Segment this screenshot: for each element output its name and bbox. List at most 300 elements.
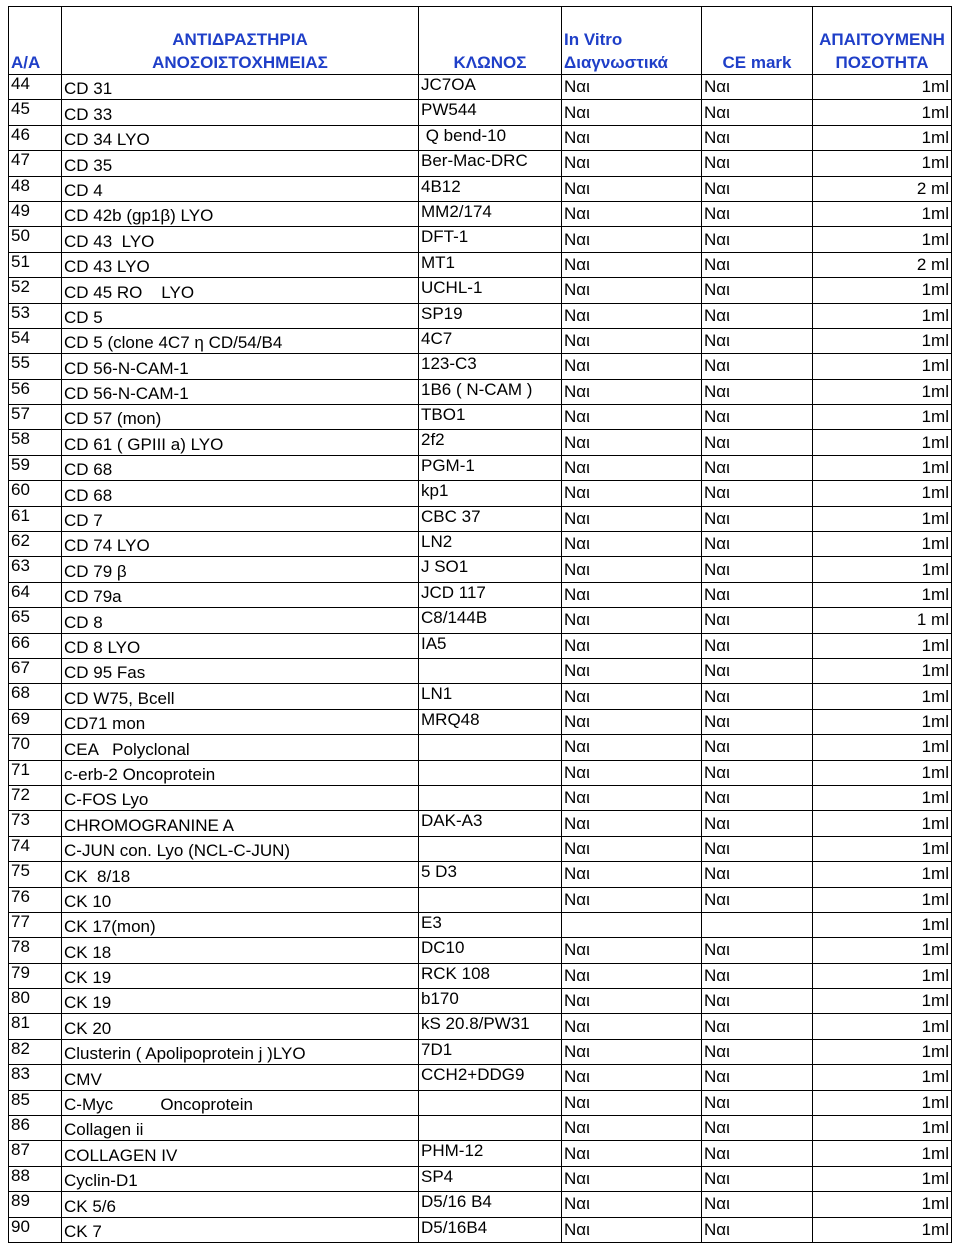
cell-index: 45 (9, 100, 62, 125)
cell-quantity: 1ml (813, 633, 952, 658)
cell-index: 87 (9, 1141, 62, 1166)
cell-reagent-name: CD 35 (62, 151, 419, 176)
cell-index: 56 (9, 379, 62, 404)
cell-reagent-name: CK 19 (62, 963, 419, 988)
cell-clone: J SO1 (419, 557, 562, 582)
cell-clone: Q bend-10 (419, 125, 562, 150)
cell-quantity: 1ml (813, 1014, 952, 1039)
table-row (9, 557, 952, 582)
cell-ce-mark: Ναι (702, 252, 813, 277)
cell-quantity: 1ml (813, 557, 952, 582)
cell-index: 66 (9, 633, 62, 658)
table-row (9, 785, 952, 810)
cell-ce-mark: Ναι (702, 75, 813, 100)
cell-clone: kS 20.8/PW31 (419, 1014, 562, 1039)
cell-clone: DFT-1 (419, 227, 562, 252)
table-row (9, 658, 952, 683)
table-row (9, 836, 952, 861)
cell-in-vitro: Ναι (562, 278, 702, 303)
table-row (9, 735, 952, 760)
cell-clone: SP19 (419, 303, 562, 328)
cell-ce-mark: Ναι (702, 862, 813, 887)
cell-index: 75 (9, 862, 62, 887)
cell-index: 60 (9, 481, 62, 506)
cell-clone: kp1 (419, 481, 562, 506)
cell-in-vitro: Ναι (562, 227, 702, 252)
cell-reagent-name: CK 20 (62, 1014, 419, 1039)
cell-clone (419, 785, 562, 810)
cell-quantity: 1ml (813, 1217, 952, 1242)
cell-clone: RCK 108 (419, 963, 562, 988)
header-index (9, 7, 62, 75)
cell-ce-mark: Ναι (702, 1039, 813, 1064)
cell-in-vitro: Ναι (562, 201, 702, 226)
header-ivd (562, 7, 702, 75)
cell-reagent-name: CD 43 LYO (62, 227, 419, 252)
cell-reagent-name: CD 43 LYO (62, 252, 419, 277)
cell-clone: 7D1 (419, 1039, 562, 1064)
cell-ce-mark: Ναι (702, 1014, 813, 1039)
cell-in-vitro: Ναι (562, 100, 702, 125)
cell-quantity: 1ml (813, 582, 952, 607)
cell-quantity: 1ml (813, 506, 952, 531)
cell-reagent-name: Cyclin-D1 (62, 1166, 419, 1191)
cell-reagent-name: CD71 mon (62, 709, 419, 734)
table-row (9, 151, 952, 176)
cell-reagent-name: CK 19 (62, 989, 419, 1014)
table-row (9, 278, 952, 303)
cell-in-vitro: Ναι (562, 658, 702, 683)
table-row (9, 1192, 952, 1217)
cell-ce-mark: Ναι (702, 658, 813, 683)
table-row (9, 709, 952, 734)
cell-quantity: 1ml (813, 1090, 952, 1115)
cell-in-vitro: Ναι (562, 1014, 702, 1039)
cell-reagent-name: C-FOS Lyo (62, 785, 419, 810)
reagents-table (8, 6, 952, 1243)
cell-ce-mark: Ναι (702, 1065, 813, 1090)
cell-quantity: 1ml (813, 938, 952, 963)
cell-in-vitro: Ναι (562, 709, 702, 734)
cell-index: 59 (9, 455, 62, 480)
cell-clone: JCD 117 (419, 582, 562, 607)
cell-index: 70 (9, 735, 62, 760)
table-row (9, 75, 952, 100)
cell-reagent-name: CK 8/18 (62, 862, 419, 887)
cell-in-vitro: Ναι (562, 633, 702, 658)
cell-index: 85 (9, 1090, 62, 1115)
cell-reagent-name: CD 61 ( GPIII a) LYO (62, 430, 419, 455)
cell-reagent-name: CK 17(mon) (62, 912, 419, 937)
cell-clone (419, 658, 562, 683)
cell-reagent-name: CD 7 (62, 506, 419, 531)
cell-clone: DAK-A3 (419, 811, 562, 836)
cell-index: 79 (9, 963, 62, 988)
table-row (9, 481, 952, 506)
cell-reagent-name: CD 42b (gp1β) LYO (62, 201, 419, 226)
cell-ce-mark: Ναι (702, 684, 813, 709)
cell-ce-mark: Ναι (702, 100, 813, 125)
table-row (9, 989, 952, 1014)
table-row (9, 912, 952, 937)
cell-ce-mark: Ναι (702, 989, 813, 1014)
cell-ce-mark: Ναι (702, 836, 813, 861)
cell-in-vitro: Ναι (562, 481, 702, 506)
cell-index: 88 (9, 1166, 62, 1191)
cell-reagent-name: CK 18 (62, 938, 419, 963)
cell-clone: D5/16 B4 (419, 1192, 562, 1217)
cell-index: 69 (9, 709, 62, 734)
cell-quantity: 1ml (813, 912, 952, 937)
cell-index: 53 (9, 303, 62, 328)
cell-clone: MRQ48 (419, 709, 562, 734)
table-row (9, 963, 952, 988)
cell-ce-mark: Ναι (702, 532, 813, 557)
header-qty-line1: ΑΠΑΙΤΟΥΜΕΝΗ (819, 30, 945, 49)
cell-reagent-name: CEA Polyclonal (62, 735, 419, 760)
cell-ce-mark: Ναι (702, 760, 813, 785)
cell-in-vitro: Ναι (562, 75, 702, 100)
cell-clone: MT1 (419, 252, 562, 277)
cell-clone: SP4 (419, 1166, 562, 1191)
table-row (9, 405, 952, 430)
cell-reagent-name: CD 8 (62, 608, 419, 633)
cell-clone: C8/144B (419, 608, 562, 633)
cell-clone: PGM-1 (419, 455, 562, 480)
cell-in-vitro: Ναι (562, 836, 702, 861)
table-row (9, 532, 952, 557)
cell-reagent-name: CD W75, Bcell (62, 684, 419, 709)
cell-quantity: 1ml (813, 735, 952, 760)
cell-clone: MM2/174 (419, 201, 562, 226)
cell-index: 47 (9, 151, 62, 176)
table-row (9, 760, 952, 785)
cell-quantity: 1ml (813, 887, 952, 912)
header-index-label: Α/Α (11, 53, 41, 72)
cell-in-vitro: Ναι (562, 1116, 702, 1141)
cell-in-vitro (562, 912, 702, 937)
cell-quantity: 1ml (813, 989, 952, 1014)
cell-ce-mark: Ναι (702, 1192, 813, 1217)
table-row (9, 100, 952, 125)
cell-in-vitro: Ναι (562, 532, 702, 557)
header-quantity (813, 7, 952, 75)
cell-index: 65 (9, 608, 62, 633)
cell-reagent-name: CMV (62, 1065, 419, 1090)
header-ce-label: CE mark (722, 53, 792, 72)
cell-reagent-name: CD 56-N-CAM-1 (62, 354, 419, 379)
cell-in-vitro: Ναι (562, 1039, 702, 1064)
cell-clone: PW544 (419, 100, 562, 125)
cell-ce-mark: Ναι (702, 506, 813, 531)
cell-quantity: 1ml (813, 862, 952, 887)
cell-quantity: 1ml (813, 455, 952, 480)
header-reagent (62, 7, 419, 75)
cell-in-vitro: Ναι (562, 785, 702, 810)
cell-reagent-name: CD 5 (62, 303, 419, 328)
cell-index: 82 (9, 1039, 62, 1064)
cell-reagent-name: CD 68 (62, 481, 419, 506)
cell-clone (419, 1090, 562, 1115)
cell-quantity: 1ml (813, 811, 952, 836)
cell-clone (419, 1116, 562, 1141)
table-row (9, 201, 952, 226)
table-body (9, 75, 952, 1243)
cell-quantity: 2 ml (813, 176, 952, 201)
cell-clone: 4C7 (419, 328, 562, 353)
cell-quantity: 1ml (813, 151, 952, 176)
cell-quantity: 2 ml (813, 252, 952, 277)
cell-in-vitro: Ναι (562, 125, 702, 150)
cell-reagent-name: CD 95 Fas (62, 658, 419, 683)
table-row (9, 176, 952, 201)
cell-clone: TBO1 (419, 405, 562, 430)
cell-in-vitro: Ναι (562, 328, 702, 353)
cell-clone: PHM-12 (419, 1141, 562, 1166)
table-row (9, 862, 952, 887)
cell-index: 78 (9, 938, 62, 963)
cell-in-vitro: Ναι (562, 1166, 702, 1191)
cell-index: 68 (9, 684, 62, 709)
cell-reagent-name: CD 56-N-CAM-1 (62, 379, 419, 404)
cell-quantity: 1ml (813, 481, 952, 506)
cell-clone: Ber-Mac-DRC (419, 151, 562, 176)
cell-ce-mark: Ναι (702, 1090, 813, 1115)
cell-reagent-name: CD 79 β (62, 557, 419, 582)
cell-quantity: 1ml (813, 379, 952, 404)
cell-ce-mark (702, 912, 813, 937)
cell-ce-mark: Ναι (702, 887, 813, 912)
table-row (9, 811, 952, 836)
cell-in-vitro: Ναι (562, 1192, 702, 1217)
cell-in-vitro: Ναι (562, 1217, 702, 1242)
cell-ce-mark: Ναι (702, 1166, 813, 1191)
table-row (9, 354, 952, 379)
cell-in-vitro: Ναι (562, 506, 702, 531)
cell-in-vitro: Ναι (562, 354, 702, 379)
cell-reagent-name: CD 31 (62, 75, 419, 100)
cell-in-vitro: Ναι (562, 608, 702, 633)
cell-in-vitro: Ναι (562, 303, 702, 328)
cell-reagent-name: CD 74 LYO (62, 532, 419, 557)
cell-in-vitro: Ναι (562, 735, 702, 760)
cell-index: 57 (9, 405, 62, 430)
cell-quantity: 1ml (813, 303, 952, 328)
cell-index: 73 (9, 811, 62, 836)
cell-quantity: 1ml (813, 201, 952, 226)
header-qty-line2: ΠΟΣΟΤΗΤΑ (835, 53, 929, 72)
cell-reagent-name: Clusterin ( Apolipoprotein j )LYO (62, 1039, 419, 1064)
cell-clone: 2f2 (419, 430, 562, 455)
cell-reagent-name: CHROMOGRANINE A (62, 811, 419, 836)
cell-ce-mark: Ναι (702, 125, 813, 150)
cell-reagent-name: c-erb-2 Oncoprotein (62, 760, 419, 785)
cell-clone: b170 (419, 989, 562, 1014)
table-row (9, 1166, 952, 1191)
cell-index: 72 (9, 785, 62, 810)
cell-clone: LN1 (419, 684, 562, 709)
cell-reagent-name: CD 4 (62, 176, 419, 201)
table-row (9, 887, 952, 912)
cell-reagent-name: CD 57 (mon) (62, 405, 419, 430)
cell-index: 52 (9, 278, 62, 303)
cell-ce-mark: Ναι (702, 785, 813, 810)
cell-clone: IA5 (419, 633, 562, 658)
cell-index: 58 (9, 430, 62, 455)
cell-ce-mark: Ναι (702, 455, 813, 480)
table-row (9, 1116, 952, 1141)
table-row (9, 303, 952, 328)
cell-index: 74 (9, 836, 62, 861)
cell-index: 61 (9, 506, 62, 531)
table-row (9, 1014, 952, 1039)
table-row (9, 328, 952, 353)
cell-in-vitro: Ναι (562, 811, 702, 836)
cell-ce-mark: Ναι (702, 481, 813, 506)
cell-ce-mark: Ναι (702, 938, 813, 963)
cell-reagent-name: CD 45 RO LYO (62, 278, 419, 303)
cell-quantity: 1ml (813, 227, 952, 252)
cell-clone: 4B12 (419, 176, 562, 201)
cell-index: 44 (9, 75, 62, 100)
cell-index: 62 (9, 532, 62, 557)
cell-index: 54 (9, 328, 62, 353)
cell-clone (419, 760, 562, 785)
cell-clone: 123-C3 (419, 354, 562, 379)
cell-quantity: 1ml (813, 532, 952, 557)
cell-clone (419, 836, 562, 861)
cell-reagent-name: C-JUN con. Lyo (NCL-C-JUN) (62, 836, 419, 861)
table-row (9, 252, 952, 277)
table-row (9, 1141, 952, 1166)
cell-clone: 1B6 ( N-CAM ) (419, 379, 562, 404)
cell-index: 77 (9, 912, 62, 937)
table-row (9, 227, 952, 252)
cell-ce-mark: Ναι (702, 379, 813, 404)
cell-in-vitro: Ναι (562, 1090, 702, 1115)
cell-index: 63 (9, 557, 62, 582)
cell-in-vitro: Ναι (562, 963, 702, 988)
cell-in-vitro: Ναι (562, 405, 702, 430)
cell-quantity: 1ml (813, 405, 952, 430)
header-clone-label: ΚΛΩΝΟΣ (453, 53, 527, 72)
cell-reagent-name: CD 68 (62, 455, 419, 480)
cell-reagent-name: CD 5 (clone 4C7 η CD/54/B4 (62, 328, 419, 353)
cell-ce-mark: Ναι (702, 1116, 813, 1141)
cell-ce-mark: Ναι (702, 963, 813, 988)
cell-quantity: 1ml (813, 125, 952, 150)
cell-reagent-name: CK 5/6 (62, 1192, 419, 1217)
table-row (9, 1065, 952, 1090)
cell-ce-mark: Ναι (702, 811, 813, 836)
cell-ce-mark: Ναι (702, 709, 813, 734)
cell-index: 48 (9, 176, 62, 201)
table-row (9, 633, 952, 658)
cell-ce-mark: Ναι (702, 557, 813, 582)
cell-quantity: 1ml (813, 1141, 952, 1166)
cell-in-vitro: Ναι (562, 557, 702, 582)
cell-index: 71 (9, 760, 62, 785)
cell-clone: 5 D3 (419, 862, 562, 887)
cell-reagent-name: COLLAGEN IV (62, 1141, 419, 1166)
cell-reagent-name: CD 33 (62, 100, 419, 125)
cell-ce-mark: Ναι (702, 328, 813, 353)
cell-index: 67 (9, 658, 62, 683)
cell-clone: DC10 (419, 938, 562, 963)
cell-index: 86 (9, 1116, 62, 1141)
cell-reagent-name: CK 10 (62, 887, 419, 912)
cell-reagent-name: CK 7 (62, 1217, 419, 1242)
header-reagent-line2: ΑΝΟΣΟΙΣΤΟΧΗΜΕΙΑΣ (152, 53, 328, 72)
header-ivd-line2: Διαγνωστικά (564, 53, 668, 72)
cell-in-vitro: Ναι (562, 455, 702, 480)
cell-quantity: 1 ml (813, 608, 952, 633)
table-row (9, 684, 952, 709)
table-row (9, 938, 952, 963)
cell-clone (419, 887, 562, 912)
cell-reagent-name: C-Myc Oncoprotein (62, 1090, 419, 1115)
cell-reagent-name: CD 34 LYO (62, 125, 419, 150)
cell-ce-mark: Ναι (702, 303, 813, 328)
cell-clone: UCHL-1 (419, 278, 562, 303)
cell-clone (419, 735, 562, 760)
cell-index: 90 (9, 1217, 62, 1242)
cell-ce-mark: Ναι (702, 735, 813, 760)
cell-clone: CCH2+DDG9 (419, 1065, 562, 1090)
table-row (9, 1039, 952, 1064)
header-clone (419, 7, 562, 75)
cell-reagent-name: CD 8 LYO (62, 633, 419, 658)
cell-in-vitro: Ναι (562, 252, 702, 277)
table-row (9, 430, 952, 455)
cell-quantity: 1ml (813, 100, 952, 125)
cell-index: 51 (9, 252, 62, 277)
cell-clone: E3 (419, 912, 562, 937)
cell-index: 50 (9, 227, 62, 252)
cell-index: 80 (9, 989, 62, 1014)
table-row (9, 608, 952, 633)
cell-in-vitro: Ναι (562, 151, 702, 176)
cell-ce-mark: Ναι (702, 354, 813, 379)
cell-clone: CBC 37 (419, 506, 562, 531)
cell-index: 49 (9, 201, 62, 226)
cell-index: 76 (9, 887, 62, 912)
cell-quantity: 1ml (813, 1166, 952, 1191)
cell-quantity: 1ml (813, 760, 952, 785)
cell-ce-mark: Ναι (702, 176, 813, 201)
cell-in-vitro: Ναι (562, 379, 702, 404)
cell-quantity: 1ml (813, 709, 952, 734)
cell-in-vitro: Ναι (562, 430, 702, 455)
table-row (9, 379, 952, 404)
cell-ce-mark: Ναι (702, 633, 813, 658)
cell-quantity: 1ml (813, 1039, 952, 1064)
header-ce (702, 7, 813, 75)
cell-quantity: 1ml (813, 963, 952, 988)
header-ivd-line1: In Vitro (564, 30, 623, 49)
table-row (9, 455, 952, 480)
cell-ce-mark: Ναι (702, 608, 813, 633)
cell-quantity: 1ml (813, 1065, 952, 1090)
cell-quantity: 1ml (813, 785, 952, 810)
cell-clone: LN2 (419, 532, 562, 557)
cell-in-vitro: Ναι (562, 684, 702, 709)
cell-index: 55 (9, 354, 62, 379)
cell-in-vitro: Ναι (562, 582, 702, 607)
table-row (9, 506, 952, 531)
cell-clone: JC7OA (419, 75, 562, 100)
cell-quantity: 1ml (813, 328, 952, 353)
